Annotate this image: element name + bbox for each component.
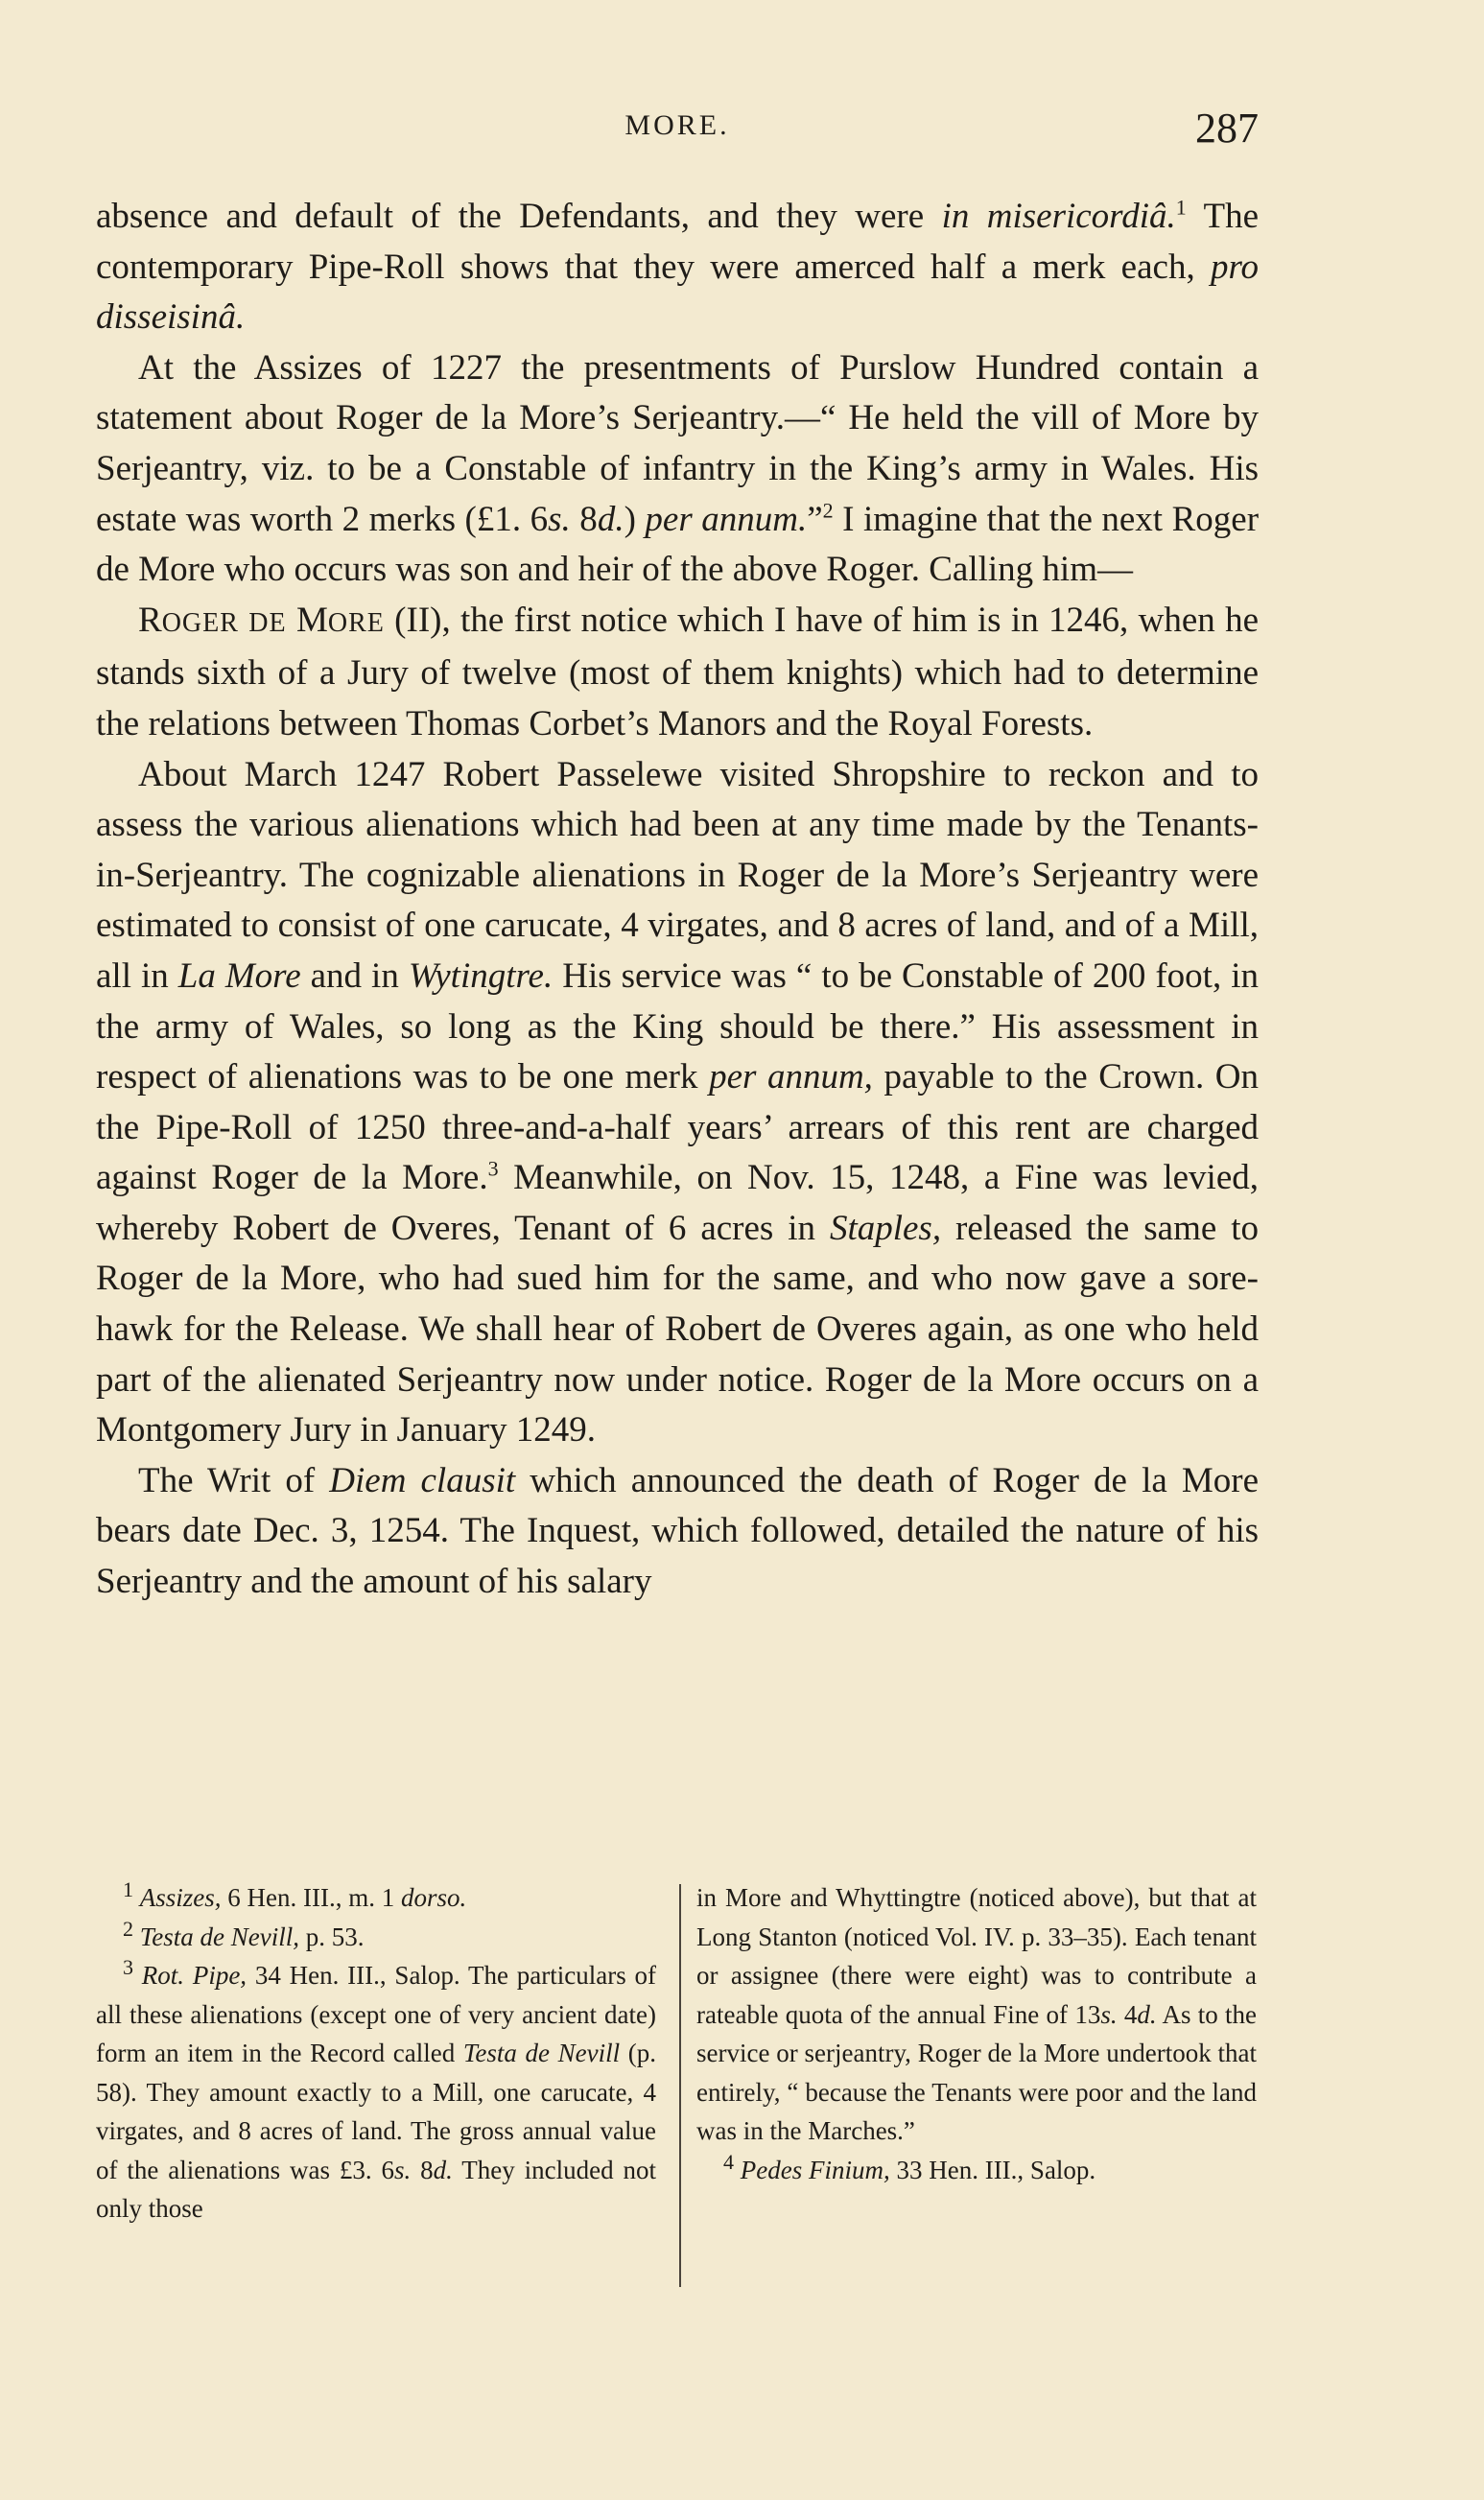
small-caps-name: ROGER DE MORE <box>138 600 385 640</box>
text: ” <box>807 499 823 539</box>
italic-text: d. <box>433 2155 453 2184</box>
italic-text: Diem clausit <box>329 1460 516 1500</box>
paragraph-3 <box>96 596 1259 750</box>
italic-text: s. <box>548 499 571 539</box>
footnote-1 <box>96 1878 656 1918</box>
italic-text: Assizes, <box>139 1883 222 1912</box>
footnote-4 <box>696 2151 1257 2190</box>
italic-text: Wytingtre. <box>408 955 554 996</box>
page-number: 287 <box>1195 105 1259 152</box>
text: (II), the first notice which I have of him is in 1246, when he stands sixth of a Jury of twelve (most of them knights) which had to determine the relations between Thomas Corbet’s Manors and the Royal Forests. <box>96 600 1260 743</box>
text: The contemporary Pipe-Roll shows that they were amerced half a merk each, <box>96 197 1259 287</box>
text: in More and Whyttingtre (noticed above), but that at Long Stanton (noticed Vol. IV. p. 33–35). Each tenant or assignee (there were eight) was to contribute a rateable quota of the annual Fine of 13 <box>696 1883 1257 2029</box>
text: p. 53. <box>299 1922 365 1951</box>
footnote-number: 4 <box>723 2149 734 2174</box>
italic-text: Testa de Nevill, <box>139 1922 299 1951</box>
text: 34 Hen. III., Salop. The particulars of all these alienations (except one of very ancient date) form an item in the Record called <box>96 1961 656 2067</box>
paragraph-4 <box>96 750 1259 1456</box>
text: I imagine that the next Roger de More who occurs was son and heir of the above Roger. Calling him— <box>96 499 1260 590</box>
italic-text: pro disseisinâ. <box>96 247 1259 338</box>
italic-text: Rot. Pipe, <box>141 1961 247 1990</box>
text: and in <box>300 955 409 996</box>
paragraph-5 <box>96 1456 1259 1608</box>
footnote-3-continued <box>696 1878 1257 2151</box>
italic-text: d. <box>597 499 624 539</box>
italic-text: Pedes Finium, <box>740 2155 890 2184</box>
footnote-2 <box>96 1918 656 1957</box>
footnote-number: 3 <box>123 1955 133 1979</box>
text: About March 1247 Robert Passelewe visited Shropshire to reckon and to assess the various alienations which had been at any time made by the Tenants-in-Serjeantry. The cognizable alienations in Roger de la More’s Serjeantry were estimated to consist of one carucate, 4 virgates, and 8 acres of land, and of a Mill, all in <box>96 754 1259 996</box>
italic-text: per annum, <box>709 1057 873 1097</box>
italic-text: Staples, <box>829 1208 942 1248</box>
italic-text: s. <box>394 2155 412 2184</box>
text: 6 Hen. III., m. 1 <box>221 1883 401 1912</box>
main-text <box>96 192 1259 1608</box>
italic-text: in misericordiâ. <box>941 197 1176 236</box>
text: As to the service or serjeantry, Roger de la More undertook that entirely, “ because the Tenants were poor and the land was in the Marches.” <box>696 1999 1258 2145</box>
text: released the same to Roger de la More, who had sued him for the same, and who now gave a sore-hawk for the Release. We shall hear of Robert de Overes again, as one who held part of the alienated Serjeantry now under notice. Roger de la More occurs on a Montgomery Jury in January 1249. <box>96 1208 1259 1450</box>
italic-text: d. <box>1137 1999 1157 2029</box>
text: 8 <box>411 2155 434 2184</box>
text: absence and default of the Defendants, and they were <box>96 197 942 236</box>
running-head <box>96 104 1259 152</box>
text: (p. 58). They amount exactly to a Mill, one carucate, 4 virgates, and 8 acres of land. The gross annual value of the alienations was £3. 6 <box>96 2039 656 2184</box>
text: His service was “ to be Constable of 200 foot, in the army of Wales, so long as the King should be there.” His assessment in respect of alienations was to be one merk <box>96 955 1259 1097</box>
footnote-column-right <box>696 1878 1257 2189</box>
italic-text: s. <box>1100 1999 1118 2029</box>
italic-text: per annum. <box>645 499 808 539</box>
running-title: MORE. <box>624 109 730 141</box>
footnote-3 <box>96 1956 656 2229</box>
column-divider <box>679 1884 681 2287</box>
text: payable to the Crown. On the Pipe-Roll of 1250 three-and-a-half years’ arrears of this rent are charged against Roger de la More. <box>96 1057 1259 1198</box>
italic-text: dorso. <box>400 1883 467 1912</box>
text: ) <box>624 499 646 539</box>
footnote-number: 2 <box>123 1916 133 1941</box>
text: 8 <box>570 499 598 539</box>
text: The Writ of <box>138 1460 330 1500</box>
text: At the Assizes of 1227 the presentments of Purslow Hundred contain a statement about Roger de la More’s Serjeantry.—“ He held the vill of More by Serjeantry, viz. to be a Constable of infantry in the King’s army in Wales. His estate was worth 2 merks (£1. 6 <box>96 347 1259 539</box>
footnote-ref-3: 3 <box>487 1156 499 1181</box>
footnote-ref-2: 2 <box>822 498 834 523</box>
text: 33 Hen. III., Salop. <box>889 2155 1096 2184</box>
italic-text: La More <box>177 955 301 996</box>
paragraph-1 <box>96 192 1259 343</box>
italic-text: Testa de Nevill <box>462 2039 621 2067</box>
text: which announced the death of Roger de la More bears date Dec. 3, 1254. The Inquest, which followed, detailed the nature of his Serjeantry and the amount of his salary <box>96 1460 1259 1602</box>
footnotes <box>96 1878 1259 2291</box>
text: They included not only those <box>96 2155 656 2223</box>
text: 4 <box>1117 1999 1138 2029</box>
footnote-number: 1 <box>123 1877 133 1901</box>
footnote-column-left <box>96 1878 656 2229</box>
paragraph-2 <box>96 343 1259 596</box>
footnote-ref-1: 1 <box>1175 195 1187 220</box>
text: Meanwhile, on Nov. 15, 1248, a Fine was levied, whereby Robert de Overes, Tenant of 6 acres in <box>96 1158 1259 1248</box>
